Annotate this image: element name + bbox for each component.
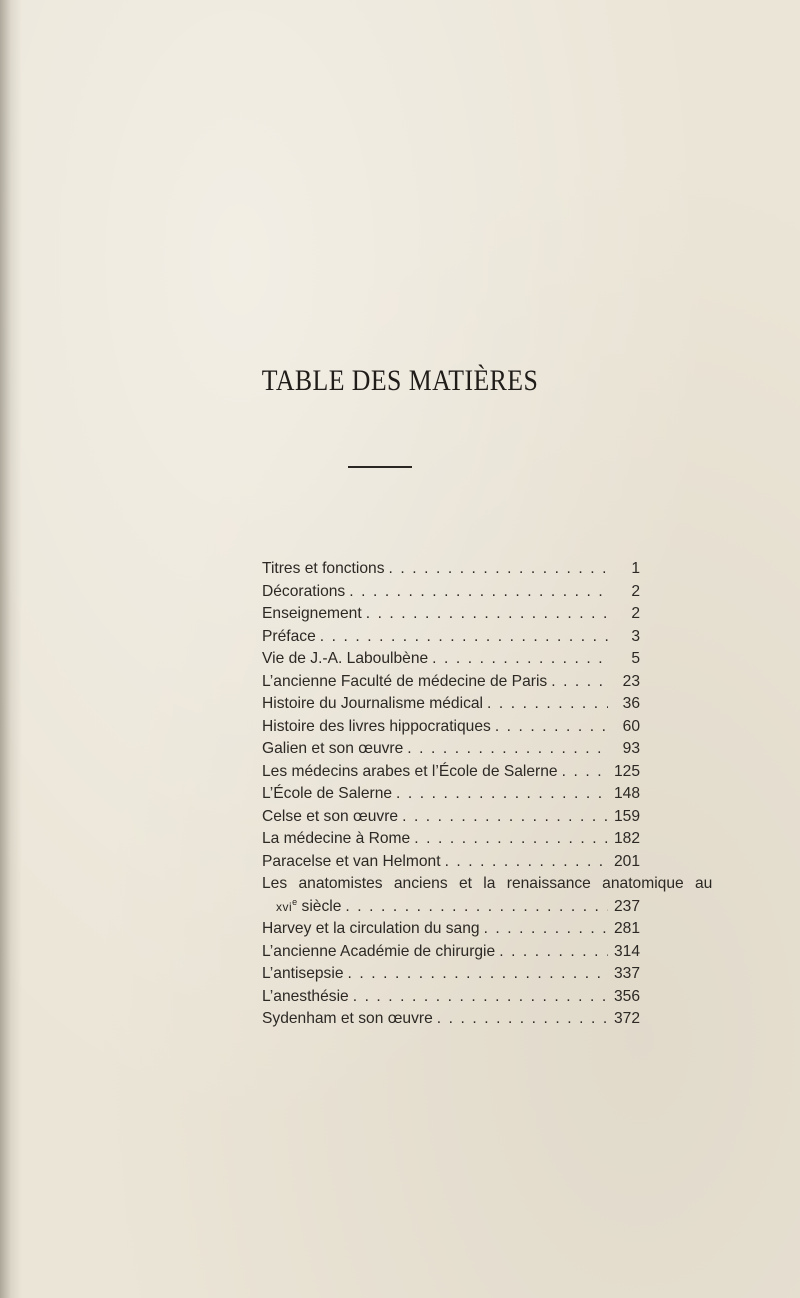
- toc-entry-page: 201: [613, 852, 640, 870]
- toc-entry-page: 125: [613, 762, 640, 780]
- toc-leader-dots: [432, 648, 608, 671]
- toc-leader-dots: [353, 986, 608, 1009]
- toc-entry-title: L’ancienne Académie de chirurgie: [262, 942, 496, 960]
- toc-entry-title: L’École de Salerne: [262, 785, 393, 802]
- toc-entry-page: 159: [613, 807, 640, 825]
- toc-leader-dots: [484, 918, 608, 941]
- toc-entry-line1: [262, 873, 713, 896]
- toc-entry-title: Préface: [262, 627, 316, 645]
- toc-entry: [262, 828, 640, 851]
- toc-leader-dots: [348, 963, 609, 986]
- toc-entry: [262, 963, 640, 986]
- toc-entry-title: Vie de J.-A. Laboulbène: [262, 650, 429, 667]
- toc-entry-page: 3: [631, 627, 640, 645]
- toc-entry-page: 372: [613, 1010, 640, 1027]
- toc-leader-dots: [349, 581, 608, 604]
- toc-entry-title: Histoire des livres hippocratiques: [262, 717, 491, 735]
- toc-leader-dots: [345, 896, 608, 919]
- toc-entry-title: Paracelse et van Helmont: [262, 852, 441, 870]
- toc-entry: [262, 581, 640, 604]
- toc-leader-dots: [487, 693, 608, 716]
- toc-entry-title-cont: [276, 896, 341, 919]
- toc-entry-page: 2: [631, 582, 640, 600]
- toc-entry-page: 2: [631, 605, 640, 622]
- toc-entry-page: 148: [613, 785, 640, 802]
- toc-leader-dots: [445, 851, 608, 874]
- toc-leader-dots: [414, 828, 608, 851]
- toc-leader-dots: [320, 626, 608, 649]
- toc-entry: [262, 671, 640, 694]
- toc-entry-line2: [262, 896, 640, 919]
- toc-leader-dots: [499, 941, 608, 964]
- toc-leader-dots: [389, 558, 609, 581]
- century-superscript: e: [292, 896, 298, 907]
- toc-entry-title: L’antisepsie: [262, 965, 344, 982]
- toc-entry-title: L’anesthésie: [262, 987, 349, 1005]
- toc-entry-page: 182: [613, 830, 640, 847]
- table-of-contents: [262, 558, 713, 1031]
- toc-entry-page: 1: [631, 560, 640, 577]
- toc-entry-title: Harvey et la circulation du sang: [262, 920, 480, 937]
- toc-leader-dots: [402, 806, 608, 829]
- toc-leader-dots: [366, 603, 608, 626]
- toc-entry-title: Histoire du Journalisme médical: [262, 695, 484, 712]
- binding-edge: [0, 0, 22, 1298]
- toc-entry-page: 281: [613, 920, 640, 937]
- toc-entry: [262, 648, 640, 671]
- toc-entry-page: 36: [622, 695, 640, 712]
- toc-entry: [262, 716, 640, 739]
- toc-leader-dots: [551, 671, 608, 694]
- century-numeral: xvi: [276, 899, 293, 914]
- toc-entry-title: Enseignement: [262, 605, 362, 622]
- toc-leader-dots: [562, 761, 608, 784]
- toc-entry-title: Sydenham et son œuvre: [262, 1010, 433, 1027]
- toc-leader-dots: [396, 783, 608, 806]
- toc-entry: [262, 626, 640, 649]
- toc-entry: [262, 558, 640, 581]
- toc-entry-page: 337: [613, 965, 640, 982]
- toc-entry-title: Celse et son œuvre: [262, 807, 399, 825]
- toc-entry: [262, 918, 640, 941]
- toc-leader-dots: [437, 1008, 608, 1031]
- century-word: siècle: [297, 897, 342, 915]
- toc-entry-page: 5: [631, 650, 640, 667]
- toc-entry-page: 356: [613, 987, 640, 1005]
- toc-entry-title: Les médecins arabes et l’École de Salerne: [262, 762, 558, 780]
- toc-entry-page: 23: [622, 672, 640, 690]
- toc-entry: [262, 761, 640, 784]
- toc-entry: [262, 806, 640, 829]
- toc-entry-page: 93: [622, 740, 640, 757]
- toc-entry: [262, 603, 640, 626]
- toc-entry: [262, 783, 640, 806]
- toc-entry-title: Les anatomistes anciens et la renaissance anatomique au: [262, 875, 713, 892]
- toc-entry: [262, 693, 640, 716]
- toc-entry-title: L’ancienne Faculté de médecine de Paris: [262, 672, 548, 690]
- toc-entry-title: La médecine à Rome: [262, 830, 411, 847]
- toc-entry: [262, 1008, 640, 1031]
- toc-entry: [262, 986, 640, 1009]
- toc-leader-dots: [407, 738, 608, 761]
- toc-entry-title: Titres et fonctions: [262, 560, 385, 577]
- toc-entry-page: 60: [622, 717, 640, 735]
- toc-entry: [262, 738, 640, 761]
- toc-entry: [262, 941, 640, 964]
- toc-entry-page: 314: [613, 942, 640, 960]
- toc-entry-page: 237: [613, 897, 640, 915]
- toc-entry-title: Décorations: [262, 582, 346, 600]
- toc-entry-title: Galien et son œuvre: [262, 740, 404, 757]
- page-title: TABLE DES MATIÈRES: [261, 364, 539, 397]
- title-rule: [348, 466, 412, 468]
- toc-entry: [262, 851, 640, 874]
- toc-leader-dots: [495, 716, 608, 739]
